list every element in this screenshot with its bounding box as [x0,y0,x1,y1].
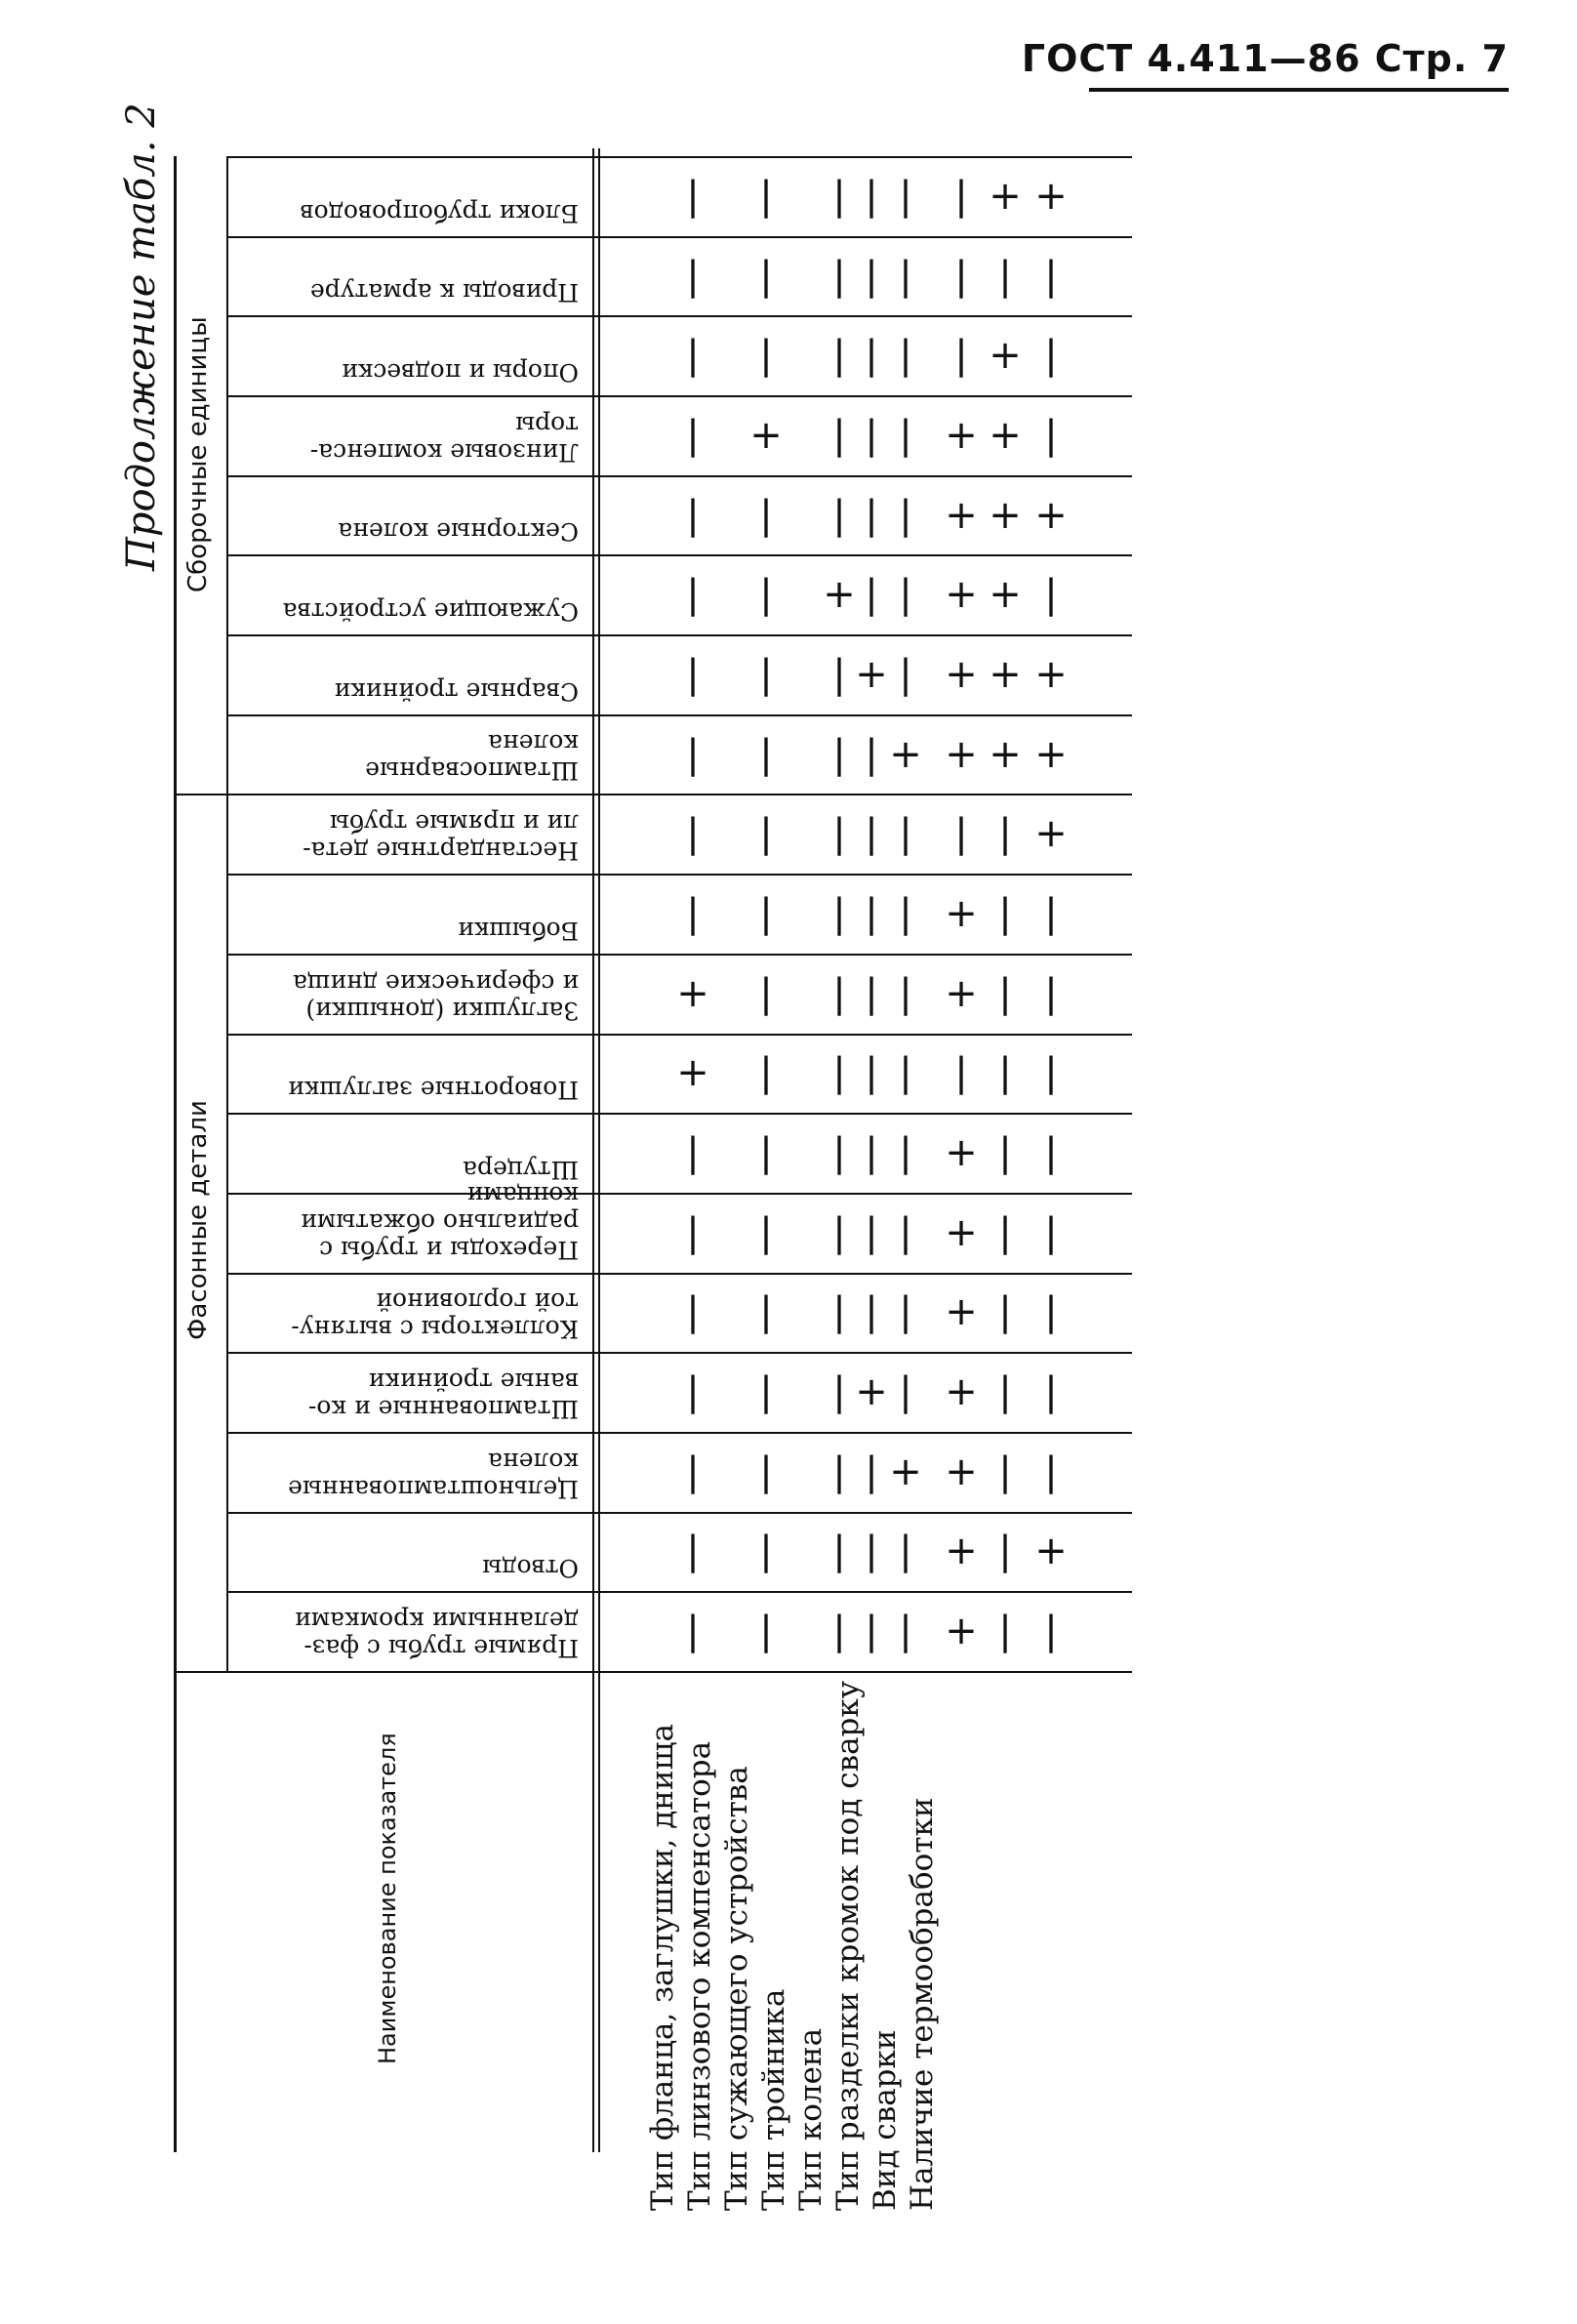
column-label: Поворотные заглушки [288,1076,579,1105]
cell-mark: + [989,572,1022,618]
cell-mark: | [759,1529,773,1574]
cell-mark: | [759,1609,773,1654]
cell-mark: + [945,891,978,936]
cell-mark: + [945,651,978,697]
cell-mark: + [945,1448,978,1494]
cell-mark: | [865,173,878,219]
cell-mark: | [832,1448,846,1494]
cell-mark: + [945,1289,978,1335]
column-separator [226,634,1132,636]
cell-mark: | [998,1209,1012,1255]
cell-mark: | [686,173,700,219]
cell-mark: | [1044,891,1058,936]
cell-mark: | [832,891,846,936]
cell-mark: | [998,970,1012,1016]
cell-mark: + [855,1369,888,1415]
cell-mark: | [865,412,878,458]
cell-mark: | [832,1050,846,1096]
cell-mark: | [759,253,773,299]
cell-mark: | [899,1609,912,1654]
cell-mark: | [759,970,773,1016]
cell-mark: | [759,492,773,538]
cell-mark: + [676,970,709,1016]
cell-mark: + [989,731,1022,777]
cell-mark: | [998,811,1012,857]
cell-mark: | [832,811,846,857]
header-rule [1089,88,1509,92]
cell-mark: | [686,1289,700,1335]
group-label-assemblies: Сборочные единицы [183,316,213,592]
cell-mark: | [832,253,846,299]
cell-mark: + [989,492,1022,538]
cell-mark: + [945,1130,978,1176]
param-header-label: Наименование показателя [374,1733,401,2064]
cell-mark: | [1044,1130,1058,1176]
column-separator [226,554,1132,556]
cell-mark: | [865,1209,878,1255]
cell-mark: | [865,811,878,857]
cell-mark: + [945,731,978,777]
table-left-border [174,156,177,2152]
cell-mark: | [998,1448,1012,1494]
cell-mark: | [686,1130,700,1176]
cell-mark: | [998,1130,1012,1176]
cell-mark: | [1044,333,1058,379]
column-label: Сужающие устройства [282,597,579,627]
cell-mark: + [1034,811,1068,857]
column-label: Переходы и трубы с радиально обжатыми концами [301,1180,579,1264]
cell-mark: + [889,1448,922,1494]
cell-mark: | [686,1209,700,1255]
group-split-rule [174,794,226,795]
cell-mark: | [832,1529,846,1574]
cell-mark: + [945,1369,978,1415]
cell-mark: | [1044,253,1058,299]
table-continuation-caption: Продолжение табл. 2 [119,102,164,571]
cell-mark: + [1034,492,1068,538]
cell-mark: | [686,333,700,379]
param-label: Тип тройника [756,1988,791,2211]
column-label: Штуцера [463,1155,579,1184]
cell-mark: | [759,1209,773,1255]
cell-mark: + [989,651,1022,697]
cell-mark: | [899,1209,912,1255]
column-label: Сварные тройники [334,676,579,706]
cell-mark: | [759,891,773,936]
column-label: Опоры и подвески [342,358,579,387]
cell-mark: | [1044,1448,1058,1494]
cell-mark: | [1044,1209,1058,1255]
column-label: Цельноштампованные колена [288,1447,579,1503]
cell-mark: | [759,1369,773,1415]
cell-mark: | [865,1050,878,1096]
cell-mark: | [899,1289,912,1335]
cell-mark: | [865,1609,878,1654]
cell-mark: + [889,731,922,777]
cell-mark: + [823,572,856,618]
cell-mark: | [865,253,878,299]
column-label: Заглушки (донышки) и сферические днища [293,968,579,1025]
param-labels [644,1654,941,2211]
column-separator [226,1113,1132,1115]
column-label: Коллекторы с вытяну- той горловиной [291,1287,579,1344]
cell-mark: | [998,1369,1012,1415]
cell-mark: | [832,412,846,458]
cell-mark: | [899,1529,912,1574]
cell-mark: + [945,1529,978,1574]
cell-mark: | [1044,1369,1058,1415]
column-separator [226,1034,1132,1036]
cell-mark: | [1044,970,1058,1016]
cell-mark: | [832,492,846,538]
cell-mark: | [865,1529,878,1574]
cell-mark: | [759,1448,773,1494]
cell-mark: | [1044,1609,1058,1654]
cell-mark: | [832,1209,846,1255]
cell-mark: | [686,412,700,458]
cell-mark: | [759,1130,773,1176]
cell-mark: + [945,572,978,618]
cell-mark: | [686,253,700,299]
cell-mark: | [759,1050,773,1096]
cell-mark: | [954,253,968,299]
cell-mark: | [1044,572,1058,618]
cell-mark: | [686,811,700,857]
column-separator [226,315,1132,317]
cell-mark: | [899,970,912,1016]
cell-mark: + [989,412,1022,458]
cell-mark: | [954,811,968,857]
cell-mark: | [899,1369,912,1415]
cell-mark: | [865,333,878,379]
header-text: ГОСТ 4.411—86 Стр. 7 [1021,37,1509,80]
cell-mark: | [865,1289,878,1335]
column-separator [226,1432,1132,1434]
column-separator [226,1273,1132,1275]
cell-mark: + [945,412,978,458]
column-label: Прямые трубы с фаз- деланными кромками [294,1607,579,1662]
cell-mark: | [686,891,700,936]
cell-mark: + [1034,1529,1068,1574]
cell-mark: + [1034,651,1068,697]
cell-mark: | [759,173,773,219]
cell-mark: | [759,572,773,618]
cell-mark: | [832,1289,846,1335]
cell-mark: | [759,811,773,857]
cell-mark: | [1044,1050,1058,1096]
cell-mark: | [998,253,1012,299]
column-label: Приводы к арматуре [310,278,579,307]
column-label: Нестандартные дета- ли и прямые трубы [303,809,579,866]
cell-mark: | [832,970,846,1016]
cell-mark: | [998,1609,1012,1654]
cell-mark: | [865,1448,878,1494]
cell-mark: | [899,651,912,697]
cell-mark: | [686,1529,700,1574]
cell-mark: | [686,731,700,777]
header-data-divider [592,148,594,2152]
cell-mark: + [989,173,1022,219]
param-label: Тип колена [793,2027,829,2211]
cell-mark: | [899,572,912,618]
column-label: Линзовые компенса- торы [309,410,579,467]
cell-mark: | [865,1130,878,1176]
param-label: Тип сужающего устройства [719,1766,754,2211]
cell-mark: | [1044,1289,1058,1335]
cell-mark: + [945,1609,978,1654]
cell-mark: | [998,1289,1012,1335]
cell-mark: | [832,1369,846,1415]
page-header [1022,37,1509,80]
cell-mark: | [686,1609,700,1654]
cell-mark: + [1034,731,1068,777]
cell-mark: | [899,492,912,538]
cell-mark: | [954,333,968,379]
cell-mark: + [945,1209,978,1255]
cell-mark: | [899,412,912,458]
cell-mark: | [954,1050,968,1096]
cell-mark: | [998,1529,1012,1574]
column-separator [226,1512,1132,1514]
column-label: Секторные колена [338,517,579,547]
cell-mark: | [998,1050,1012,1096]
cell-mark: | [998,891,1012,936]
cell-mark: + [855,651,888,697]
column-separator [226,1352,1132,1354]
cell-mark: + [989,333,1022,379]
cell-mark: | [832,173,846,219]
cell-mark: | [832,651,846,697]
cell-mark: | [865,970,878,1016]
cell-mark: + [945,492,978,538]
param-label: Наличие термообработки [905,1797,940,2211]
column-separator [226,236,1132,238]
cell-mark: | [759,731,773,777]
cell-mark: | [832,731,846,777]
cell-mark: | [759,333,773,379]
cell-mark: | [899,173,912,219]
param-label: Тип фланца, заглушки, днища [645,1724,680,2211]
cell-mark: | [686,1448,700,1494]
cell-mark: + [749,412,783,458]
header-data-divider-2 [598,148,600,2152]
cell-mark: | [865,492,878,538]
column-separator [226,794,1132,795]
cell-mark: | [954,173,968,219]
column-separator [226,954,1132,956]
column-label: Штампованные и ко- ваные тройники [307,1366,579,1423]
cell-mark: | [686,1369,700,1415]
param-label: Тип разделки кромок под сварку [830,1680,866,2211]
column-separator [226,475,1132,477]
cell-mark: | [899,333,912,379]
cell-mark: | [899,891,912,936]
cell-mark: | [899,811,912,857]
cell-mark: | [686,492,700,538]
cell-mark: | [759,651,773,697]
column-separator [226,714,1132,716]
cell-mark: | [899,1130,912,1176]
table-top-border [226,156,1132,158]
cell-mark: | [1044,412,1058,458]
column-separator [226,874,1132,876]
cell-mark: | [899,253,912,299]
column-separator [226,1591,1132,1593]
column-label: Штампосварные колена [365,729,579,786]
cell-mark: | [865,891,878,936]
cell-mark: | [832,1609,846,1654]
column-separator [226,395,1132,397]
column-label: Отводы [482,1554,579,1583]
param-label: Вид сварки [868,2029,903,2211]
cell-mark: | [832,1130,846,1176]
group-label-fittings: Фасонные детали [183,1099,213,1340]
cell-mark: | [899,1050,912,1096]
cell-mark: | [865,572,878,618]
cell-mark: | [686,572,700,618]
cell-mark: | [686,651,700,697]
cell-mark: | [759,1289,773,1335]
cell-mark: | [865,731,878,777]
cell-mark: + [1034,173,1068,219]
column-label: Блоки трубопроводов [300,198,579,227]
cell-mark: | [832,333,846,379]
column-label: Бобышки [458,916,579,945]
cell-mark: + [945,970,978,1016]
param-label: Тип линзового компенсатора [682,1740,717,2211]
cell-mark: + [676,1050,709,1096]
